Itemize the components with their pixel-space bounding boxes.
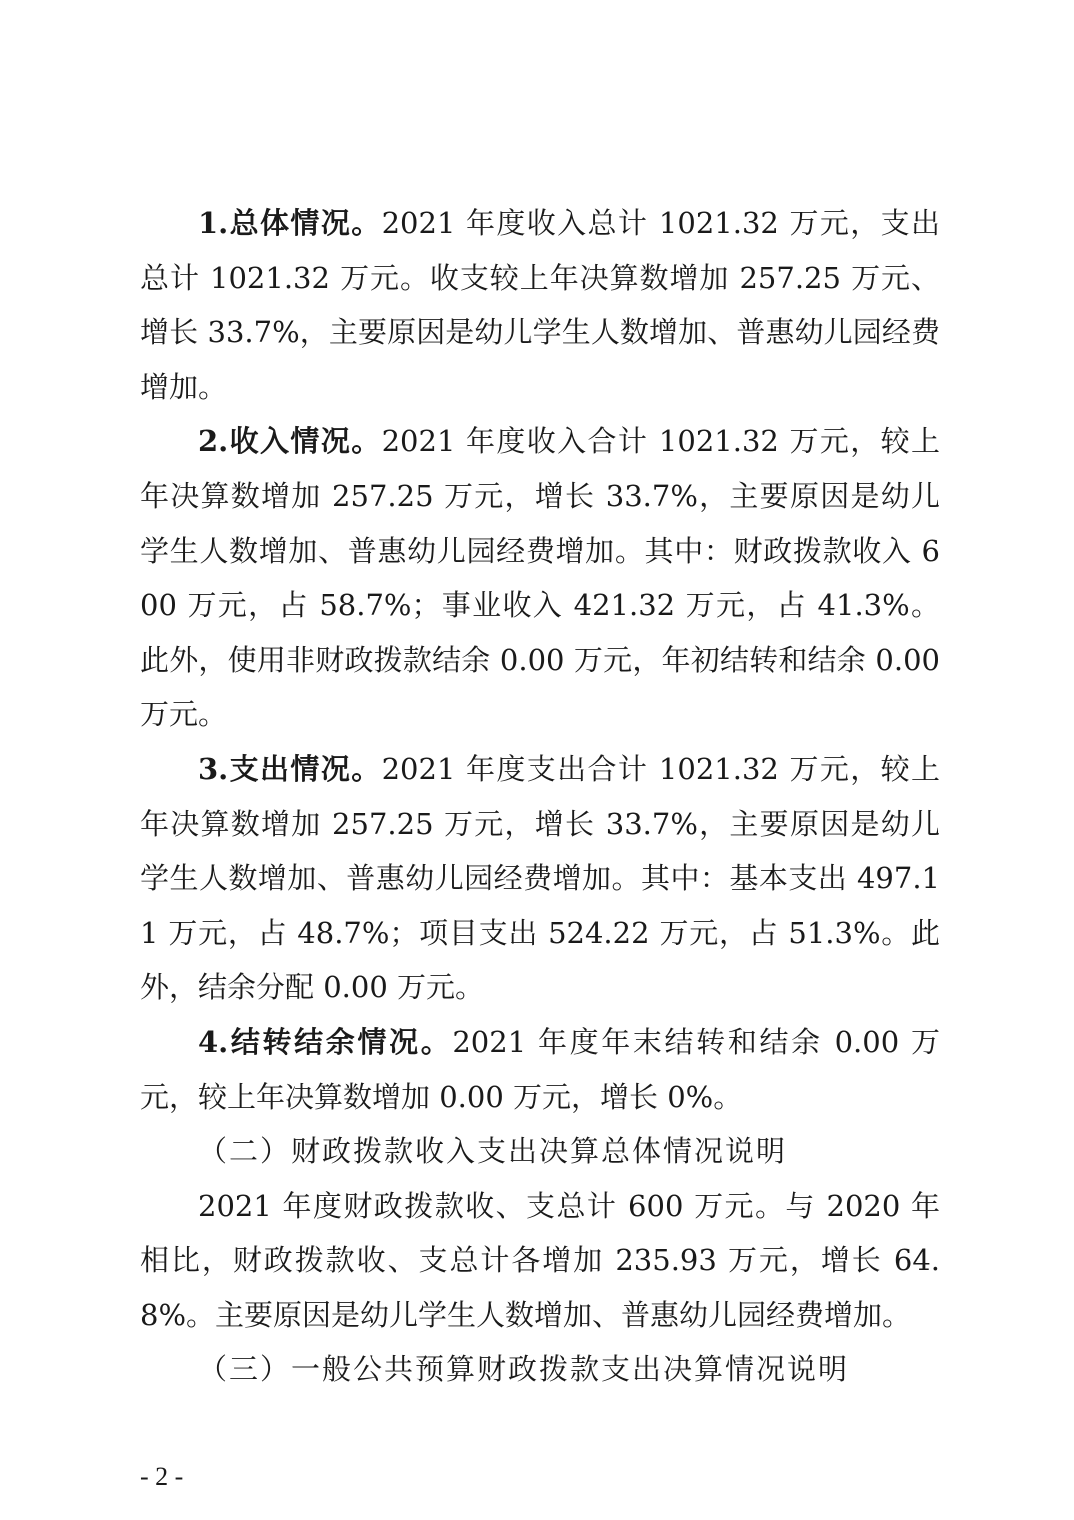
paragraph-lead: 2.收入情况。 <box>198 424 382 459</box>
paragraph-balance <box>140 1015 940 1124</box>
paragraph-overall <box>140 196 940 414</box>
paragraph-fiscal-overview: 2021 年度财政拨款收、支总计 600 万元。与 2020 年相比，财政拨款收、支总计各增加 235.93 万元，增长 64.8%。主要原因是幼儿学生人数增加、普惠幼儿园经费增加。 <box>140 1188 940 1332</box>
section-heading-fiscal-overview: （二）财政拨款收入支出决算总体情况说明 <box>198 1134 788 1169</box>
paragraph-text: 2021 年度收入总计 1021.32 万元，支出总计 1021.32 万元。收支较上年决算数增加 257.25 万元、增长 33.7%，主要原因是幼儿学生人数增加、普惠幼儿园经费增加。 <box>140 206 940 404</box>
paragraph-income <box>140 414 940 742</box>
paragraph-lead: 1.总体情况。 <box>198 206 382 240</box>
paragraph-lead: 4.结转结余情况。 <box>198 1024 453 1059</box>
section-heading-general-budget: （三）一般公共预算财政拨款支出决算情况说明 <box>198 1352 850 1387</box>
paragraph-text: 2021 年度年末结转和结余 0.00 万元，较上年决算数增加 0.00 万元，增长 0%。 <box>140 1024 941 1114</box>
paragraph-text: 2021 年度支出合计 1021.32 万元，较上年决算数增加 257.25 万元，增长 33.7%，主要原因是幼儿学生人数增加、普惠幼儿园经费增加。其中：基本支出 497.11 万元，占 48.7%；项目支出 524.22 万元，占 51.3%。此外，结余分配 0.00 万元。 <box>140 751 940 1005</box>
paragraph-expenditure <box>140 742 940 1015</box>
paragraph-lead: 3.支出情况。 <box>198 751 382 786</box>
page-number: - 2 - <box>140 1462 184 1491</box>
document-body <box>140 196 940 1397</box>
paragraph-text: 2021 年度收入合计 1021.32 万元，较上年决算数增加 257.25 万元，增长 33.7%，主要原因是幼儿学生人数增加、普惠幼儿园经费增加。其中：财政拨款收入 600 万元，占 58.7%；事业收入 421.32 万元，占 41.3%。此外，使用非财政拨款结余 0.00 万元，年初结转和结余 0.00 万元。 <box>140 424 940 732</box>
